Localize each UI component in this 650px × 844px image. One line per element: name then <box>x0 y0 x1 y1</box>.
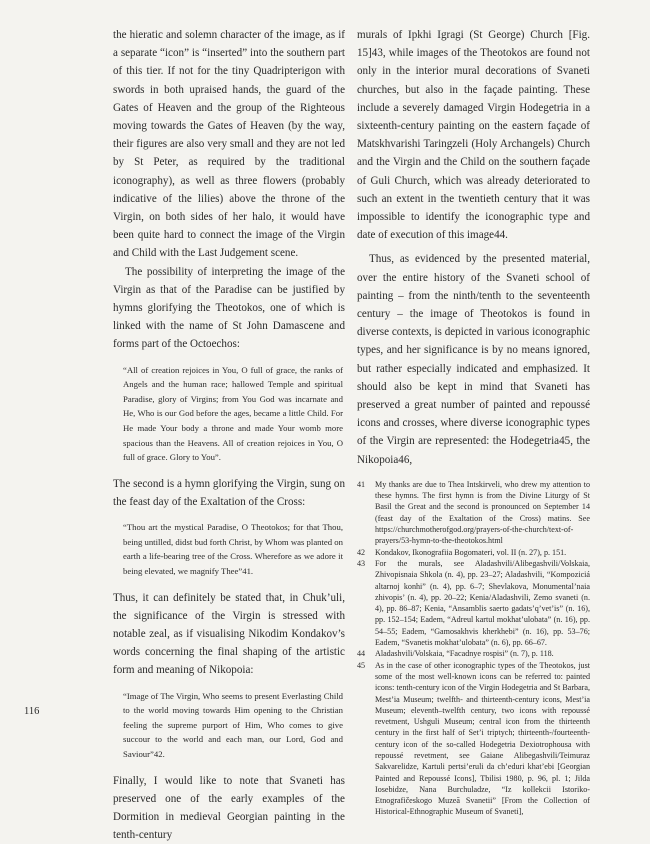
right-column <box>357 26 590 818</box>
body-paragraph-1: the hieratic and solemn character of the image, as if a separate “icon” is “inserted” into the southern part of this tier. If not for the tiny Quadripterigon with swords in both upraised hands, the guard of the Gates of Heaven and the group of the Righteous moving towards the Gates of Heaven (by the way, their figures are also very small and they are not led by St Peter, as required by the traditional iconography), as well as three flowers (probably indicative of the lilies) above the throne of the Virgin, on both sides of her halo, it would have been quite hard to connect the image of the Virgin and Child with the Last Judgement scene. <box>113 29 345 260</box>
footnote-number: 42 <box>357 547 366 557</box>
kondakov-quote: “Image of The Virgin, Who seems to present Everlasting Child to the world moving towards Him opening to the Christian feeling the supreme purport of Him, Who comes to give succour to the world and each man, our Lord, God and Saviour”42. <box>123 690 343 759</box>
footnote-text: As in the case of other iconographic types of the Theotokos, just some of the most well-known icons can be referred to: painted icons: tenth-century icon of the Virgin Hodegetria and St Barbara, Mest’ia Museum; twelfth- and thirteenth-century icons, Mest’ia Museum; eleventh–twelfth century, two icons with repoussé revetment, Ushguli Museum; central icon from the thirteenth century in the first half of Set’i triptych; thirteenth-/fourteenth-century icon of the so-called Hodegetria Dexiotrophousa with repoussé revetment, see Gaiane Alibegashvili/Teimuraz Sakvarelidze, Kartuli pertsi’eruli da ch’eduri khat’ebi [Georgian Painted and Repoussé Icons], Tbilisi 1980, p. 96, pl. 1; Jilda Iosebidze, Nana Burchuladze, “Iz kollekcii Istoriko-Etnografičeskogo Muzeā Svanetii” [From the Collection of Historical-Ethnographic Museum of Svaneti], <box>375 660 590 817</box>
footnote-text: Kondakov, Ikonografiia Bogomateri, vol. II (n. 27), p. 151. <box>375 547 567 557</box>
footnote-number: 44 <box>357 649 366 659</box>
footnote <box>357 547 590 558</box>
hymn-quote-1: “All of creation rejoices in You, O full of grace, the ranks of Angels and the human race; hallowed Temple and spiritual Paradise, glory of Virgins; from You God was incarnate and He, Who is our God before the ages, became a little Child. For He made Your body a throne and made Your womb more spacious than the Heavens. All of creation rejoices in You, O full of grace. Glory to You”. <box>123 364 343 463</box>
body-paragraph-3: The second is a hymn glorifying the Virgin, sung on the feast day of the Exaltation of the Cross: <box>113 477 345 509</box>
body-paragraph-5: Finally, I would like to note that Svaneti has preserved one of the early examples of the Dormition in medieval Georgian painting in the tenth-century <box>113 774 345 842</box>
footnote-number: 41 <box>357 479 366 489</box>
footnotes <box>357 479 590 818</box>
right-paragraph-2: Thus, as evidenced by the presented material, over the entire history of the Svaneti school of painting – from the ninth/tenth to the seventeenth century – the image of Theotokos is found in diverse contexts, is depicted in various iconographic types, and her significance is by no means ignored, but rather especially indicated and emphasized. It should also be kept in mind that Svaneti has preserved a great number of painted and repoussé icons and crosses, where diverse iconographic types of the Virgin are represented: the Hodegetria45, the Nikopoia46, <box>357 253 590 466</box>
footnote <box>357 660 590 818</box>
right-paragraph-1: murals of Ipkhi Igragi (St George) Church [Fig. 15]43, while images of the Theotokos are found not only in the interior mural decorations of Svaneti churches, but also in the façade painting. These include a severely damaged Virgin Hodegetria in a sixteenth-century painting on the eastern façade of Matskhvarishi Taringzeli (Holy Archangels) Church and the Virgin and the Child on the southern façade of Guli Church, which was already deteriorated to such an extent in the twentieth century that it was impossible to identify the iconographic type and date of execution of this image44. <box>357 29 590 242</box>
footnote-number: 43 <box>357 558 366 568</box>
footnote-text: For the murals, see Aladashvili/Alibegashvili/Volskaia, Zhivopisnaia Shkola (n. 4), pp. 23–27; Aladashvili, “Kompoziciá altarnoj konhi” (n. 4), pp. 6–7; Shevlakova, Monumental’naia zhivopis’ (n. 4), pp. 20–22; Kenia/Aladashvili, Zemo svaneti (n. 4), pp. 86–87; Kenia, “Ansamblis saerto gadats’q’vet’is” (n. 16), pp. 152–154; Eadem, “Adreul kartul mokhat’ulobata” (n. 16), pp. 54–55; Eadem, “Gamosakhvis kherkhebi” (n. 16), pp. 53–76; Eadem, “Svanetis mokhat’ulobata” (n. 6), pp. 66–67. <box>375 558 590 648</box>
left-column <box>113 26 345 844</box>
footnote <box>357 648 590 659</box>
body-paragraph-4: Thus, it can definitely be stated that, in Chuk’uli, the significance of the Virgin is stressed with notable zeal, as if visualising Nikodim Kondakov’s words concerning the final shaping of the artistic form and meaning of Nikopoia: <box>113 591 345 677</box>
footnote <box>357 479 590 547</box>
footnote-text: Aladashvili/Volskaia, “Facadnye rospisi” (n. 7), p. 118. <box>375 649 554 659</box>
footnote-number: 45 <box>357 660 366 670</box>
footnote-text: My thanks are due to Thea Intskirveli, who drew my attention to these hymns. The first hymn is from the Divine Liturgy of St Basil the Great and the second is pronounced on September 14 (feast day of the Exaltation of the Cross) matins. See https://churchmotherofgod.org/prayers-of-the-church/text-of-prayers/53-hymn-to-the-theotokos.html <box>375 479 590 546</box>
body-paragraph-2: The possibility of interpreting the image of the Virgin as that of the Paradise can be justified by hymns glorifying the Theotokos, one of which is linked with the name of St John Damascene and forms part of the Octoechos: <box>113 265 345 351</box>
hymn-quote-2: “Thou art the mystical Paradise, O Theotokos; for that Thou, being untilled, didst bud forth Christ, by Whom was planted on earth a life-bearing tree of the Cross. Wherefore as we adore it being elevated, we magnify Thee”41. <box>123 522 343 576</box>
footnote <box>357 558 590 648</box>
page-number: 116 <box>24 706 40 717</box>
